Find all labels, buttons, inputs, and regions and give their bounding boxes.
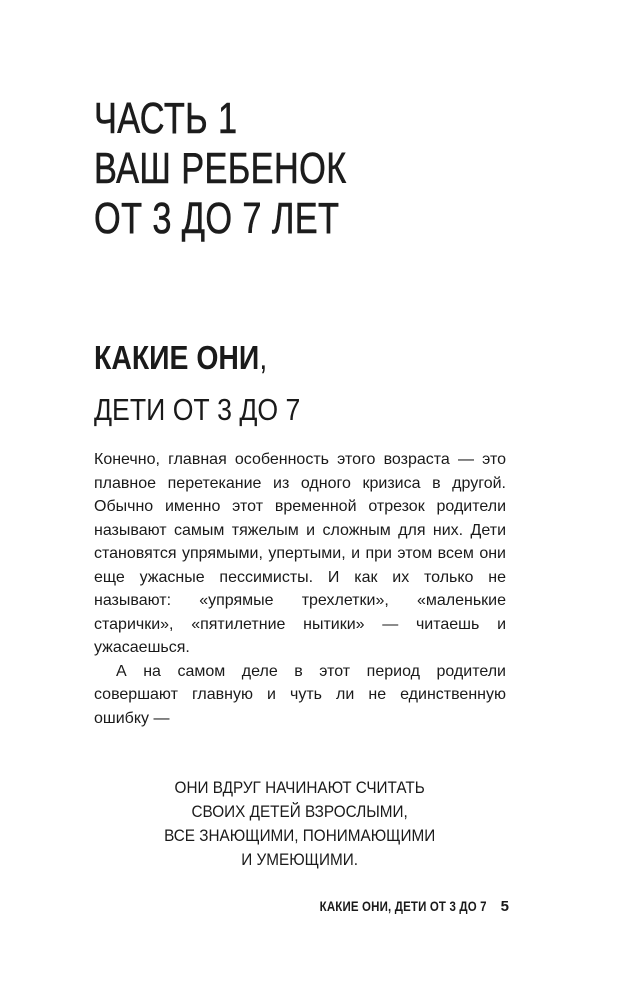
chapter-title xyxy=(94,336,334,432)
chapter-title-line xyxy=(94,336,300,380)
chapter-title-bold: КАКИЕ ОНИ xyxy=(94,339,260,376)
chapter-subtitle: ДЕТИ ОТ 3 ДО 7 xyxy=(94,392,301,427)
paragraph: А на самом деле в этот период родители совершают главную и чуть ли не единственную ошибку — xyxy=(94,662,506,727)
pullquote-line: СВОИХ ДЕТЕЙ ВЗРОСЛЫМИ, xyxy=(191,802,409,821)
running-head: КАКИЕ ОНИ, ДЕТИ ОТ 3 ДО 7 xyxy=(319,898,487,914)
page-footer xyxy=(283,898,509,915)
body-text xyxy=(94,448,506,730)
pullquote-line: ВСЕ ЗНАЮЩИМИ, ПОНИМАЮЩИМИ xyxy=(164,826,436,845)
pullquote-text xyxy=(164,776,435,872)
part-title-line-2: ОТ 3 ДО 7 ЛЕТ xyxy=(94,194,340,243)
pullquote-line: ОНИ ВДРУГ НАЧИНАЮТ СЧИТАТЬ xyxy=(174,778,426,797)
part-title xyxy=(94,94,347,244)
paragraph: Конечно, главная особенность этого возраста — это плавное перетекание из одного кризиса в другой. Обычно именно этот временной отрезок родители называют самым тяжелым и сложным для них. Дети становятся упрямыми, упертыми, и при этом всем они еще ужасные пессимисты. И как их только не называют: «упрямые трехлетки», «маленькие старички», «пятилетние нытики» — читаешь и ужасаешься. xyxy=(94,451,506,656)
part-number: ЧАСТЬ 1 xyxy=(94,94,238,143)
page-number: 5 xyxy=(500,898,509,915)
chapter-title-comma: , xyxy=(259,339,268,376)
pullquote-line: И УМЕЮЩИМИ. xyxy=(241,850,359,869)
pullquote xyxy=(94,776,506,872)
part-title-line-1: ВАШ РЕБЕНОК xyxy=(94,144,347,193)
